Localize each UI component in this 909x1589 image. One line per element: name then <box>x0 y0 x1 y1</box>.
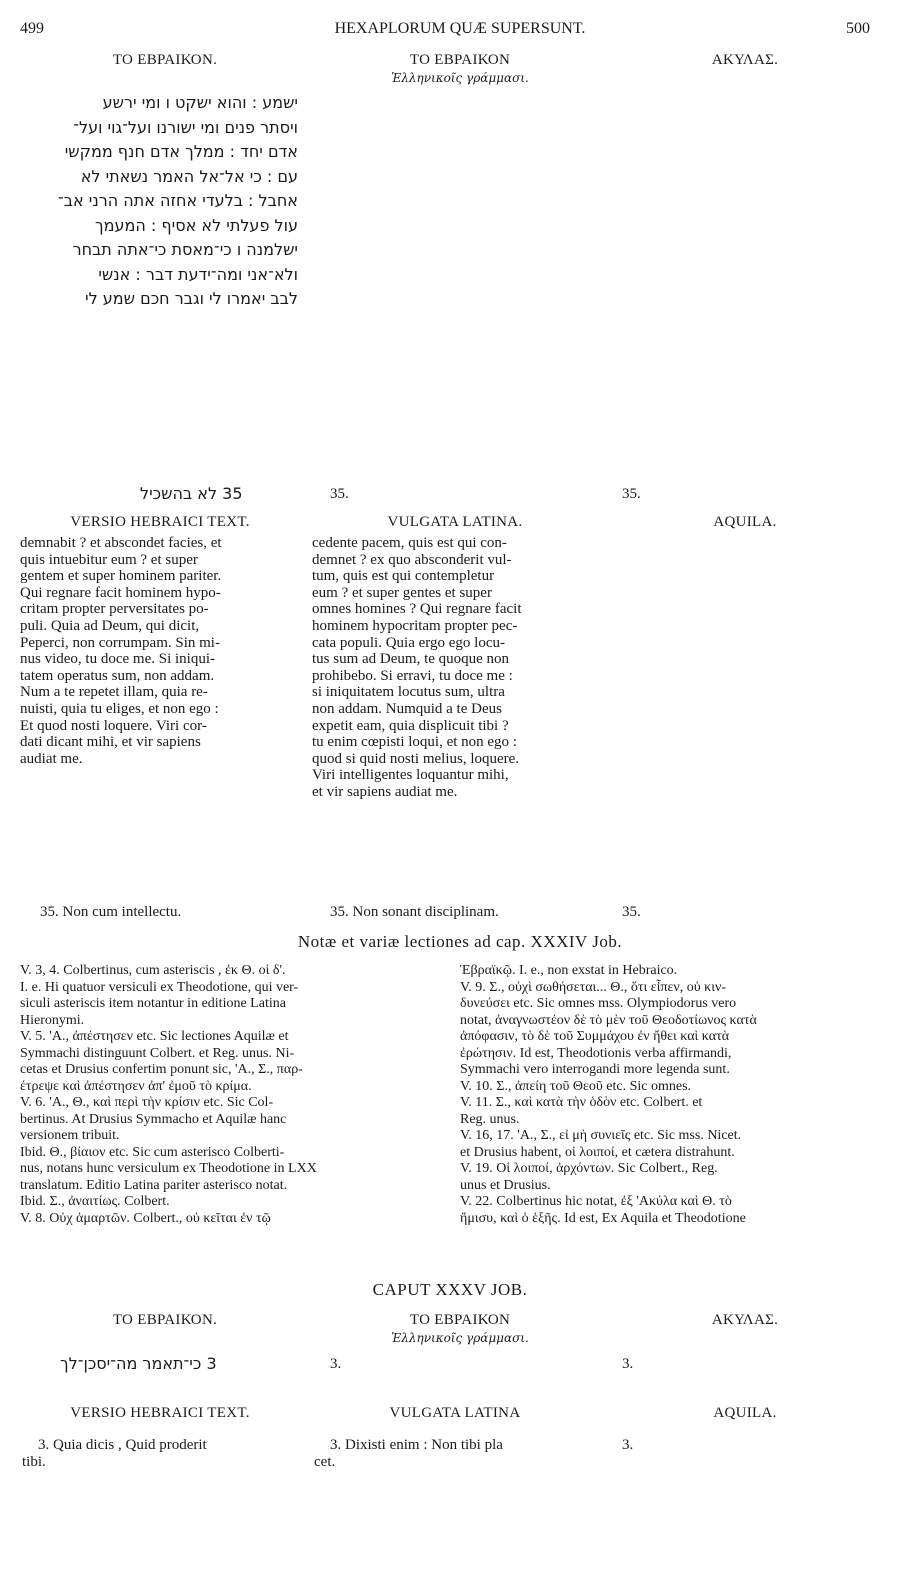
text-line: cet. <box>314 1453 336 1470</box>
hebrew-line: ישלמנה ו כי־מאסת כי־אתה תבחר <box>72 240 298 259</box>
note-line: V. 22. Colbertinus hic notat, ἐξ 'Ακύλα καὶ Θ. τὸ <box>460 1194 732 1209</box>
greek-letters-column-subtitle-2: Ἑλληνικοῖς γράμμασι. <box>391 1331 529 1345</box>
note-line: translatum. Editio Latina pariter asterisco notat. <box>20 1177 288 1193</box>
hebrew-line: לבב יאמרו לי וגבר חכם שמע לי <box>85 289 298 308</box>
hebrew-column-title-2: ΤΟ ΕΒΡΑΙΚΟΝ. <box>112 1312 218 1328</box>
note-line: V. 10. Σ., ἀπείη τοῦ Θεοῦ etc. Sic omnes. <box>460 1078 692 1094</box>
text-line: quis intuebitur eum ? et super <box>20 551 198 568</box>
vulgata-latina-text <box>312 535 597 801</box>
aquila-column-title: ΑΚΥΛΑΣ. <box>711 52 779 68</box>
hebrew-verse-3: 3 כי־תאמר מה־יסכן־לך <box>60 1354 217 1373</box>
text-line: demnabit ? et abscondet facies, et <box>20 535 222 551</box>
hebrew-text-block <box>18 91 298 312</box>
hebrew-line: אדם יחד : ממלך אדם חנף ממקשי <box>64 142 298 161</box>
aquila-column-title-2: ΑΚΥΛΑΣ. <box>711 1312 779 1328</box>
text-line: tum, quis est qui contempletur <box>312 568 495 585</box>
text-line: cedente pacem, quis est qui con- <box>312 535 507 551</box>
text-line: nuisti, quia tu eliges, et non ego : <box>20 700 219 717</box>
verse-35-greek-letters: 35. <box>330 486 349 502</box>
chapter-title: CAPUT XXXV JOB. <box>372 1280 528 1299</box>
text-line: et vir sapiens audiat me. <box>312 783 458 800</box>
text-line: eum ? et super gentes et super <box>312 584 492 601</box>
running-title: HEXAPLORUM QUÆ SUPERSUNT. <box>334 20 586 37</box>
vulgata-column-title-2: VULGATA LATINA <box>389 1405 521 1421</box>
note-line: notat, ἀναγνωστέον δὲ τὸ μὲν τοῦ Θεοδοτίωνος κατὰ <box>460 1012 757 1028</box>
hebrew-column-title: ΤΟ ΕΒΡΑΙΚΟΝ. <box>112 52 218 68</box>
note-line: bertinus. At Drusius Symmacho et Aquilæ hanc <box>20 1111 287 1127</box>
note-line: ἥμισυ, καὶ ὁ ἑξῆς. Id est, Ex Aquila et Theodotione <box>460 1210 746 1226</box>
note-line: unus et Drusius. <box>460 1177 551 1193</box>
note-line: Reg. unus. <box>460 1111 520 1127</box>
text-line: tibi. <box>22 1453 46 1470</box>
text-line: nus video, tu doce me. Si iniqui- <box>20 651 215 668</box>
note-line: et Drusius habent, οἱ λοιποί, et cætera distrahunt. <box>460 1144 735 1160</box>
text-line: quod si quid nosti melius, loquere. <box>312 750 520 767</box>
notes-title: Notæ et variæ lectiones ad cap. XXXIV Job. <box>297 932 623 951</box>
note-line: versionem tribuit. <box>20 1128 120 1143</box>
text-line: si iniquitatem locutus sum, ultra <box>312 684 505 701</box>
hebrew-line: עול פעלתי לא אסיף : המעמך <box>95 215 298 235</box>
note-line: Ἑβραϊκῷ. I. e., non exstat in Hebraico. <box>460 963 678 978</box>
versio-hebraici-text <box>20 535 302 767</box>
text-line: tus sum ad Deum, te quoque non <box>312 651 510 668</box>
text-line: 3. Dixisti enim : Non tibi pla <box>330 1437 503 1453</box>
note-line: V. 6. 'Α., Θ., καὶ περὶ τὴν κρίσιν etc. Sic Col- <box>20 1095 274 1110</box>
versio-verse-3-text <box>22 1437 300 1470</box>
note-line: siculi asteriscis item notantur in editione Latina <box>20 996 286 1011</box>
greek-letters-column-title: ΤΟ ΕΒΡΑΙΚΟΝ <box>409 52 511 68</box>
note-line: Symmachi distinguunt Colbert. et Reg. unus. Ni- <box>20 1045 295 1061</box>
vulgata-verse-35: 35. Non sonant disciplinam. <box>330 904 499 920</box>
note-line: V. 9. Σ., οὐχὶ σωθήσεται... Θ., ὅτι εἶπεν, οὐ κιν- <box>460 979 726 995</box>
note-line: ἐρώτησιν. Id est, Theodotionis verba affirmandi, <box>460 1045 732 1061</box>
notes-right-column <box>460 963 890 1227</box>
text-line: dati dicant mihi, et vir sapiens <box>20 734 201 751</box>
hebrew-line: ויסתר פנים ומי ישורנו ועל־גוי ועל־ <box>73 117 298 137</box>
text-line: Qui regnare facit hominem hypo- <box>20 584 221 601</box>
text-line: tatem operatus sum, non addam. <box>20 667 215 684</box>
greek-letters-verse-3: 3. <box>330 1356 342 1372</box>
vulgata-column-title: VULGATA LATINA. <box>387 514 523 530</box>
page-number-left: 499 <box>20 20 44 37</box>
text-line: puli. Quia ad Deum, qui dicit, <box>20 617 200 634</box>
note-line: V. 16, 17. 'Α., Σ., εἰ μὴ συνιεῖς etc. Sic mss. Nicet. <box>460 1128 742 1143</box>
note-line: V. 8. Οὐχ ἁμαρτῶν. Colbert., οὐ κεῖται ἐν τῷ <box>20 1210 271 1226</box>
note-line: I. e. Hi quatuor versiculi ex Theodotione, qui ver- <box>20 979 299 995</box>
note-line: nus, notans hunc versiculum ex Theodotione in LXX <box>20 1161 317 1176</box>
text-line: omnes homines ? Qui regnare facit <box>312 601 522 618</box>
aquila-verse-3: 3. <box>622 1356 634 1372</box>
note-line: Symmachi vero interrogandi more legenda sunt. <box>460 1062 730 1077</box>
note-line: V. 5. 'Α., ἀπέστησεν etc. Sic lectiones Aquilæ et <box>20 1029 289 1044</box>
versio-column-title-2: VERSIO HEBRAICI TEXT. <box>70 1405 250 1421</box>
text-line: prohibebo. Si erravi, tu doce me : <box>312 667 513 684</box>
versio-verse-35: 35. Non cum intellectu. <box>40 904 182 920</box>
aquila-verse-35: 35. <box>622 904 641 920</box>
text-line: Num a te repetet illam, quia re- <box>20 684 208 701</box>
notes-left-column <box>20 963 450 1227</box>
text-line: tu enim cœpisti loqui, et non ego : <box>312 734 517 751</box>
text-line: Viri intelligentes loquantur mihi, <box>312 767 509 784</box>
vulgata-verse-3-text <box>314 1437 590 1470</box>
verse-35-aquila: 35. <box>622 486 641 502</box>
versio-column-title: VERSIO HEBRAICI TEXT. <box>70 514 250 530</box>
text-line: cata populi. Quia ergo ego locu- <box>312 634 505 651</box>
note-line: V. 11. Σ., καὶ κατὰ τὴν ὁδὸν etc. Colbert. et <box>460 1095 703 1110</box>
note-line: cetas et Drusius confertim ponunt sic, 'Α., Σ., παρ- <box>20 1062 303 1077</box>
text-line: 3. Quia dicis , Quid proderit <box>38 1437 207 1453</box>
note-line: Ibid. Θ., βίαιον etc. Sic cum asterisco Colberti- <box>20 1144 285 1160</box>
text-line: gentem et super hominem pariter. <box>20 568 222 585</box>
hebrew-line: ולא־אני ומה־ידעת דבר : אנשי <box>98 264 298 284</box>
aquila-verse-3-text: 3. <box>622 1437 634 1453</box>
note-line: V. 3, 4. Colbertinus, cum asteriscis , ἐκ Θ. οἱ δ'. <box>20 963 286 978</box>
note-line: έτρεψε καὶ ἀπέστησεν ἀπ' ἐμοῦ τὸ κρίμα. <box>20 1078 252 1094</box>
greek-letters-column-subtitle: Ἑλληνικοῖς γράμμασι. <box>391 71 529 85</box>
hebrew-line: עם : כי אל־אל האמר נשאתי לא <box>80 166 298 186</box>
page-number-right: 500 <box>846 20 870 37</box>
note-line: δυνεύσει etc. Sic omnes mss. Olympiodorus vero <box>460 996 737 1011</box>
text-line: Peperci, non corrumpam. Sin mi- <box>20 634 220 651</box>
note-line: ἀπόφασιν, τὸ δὲ τοῦ Συμμάχου ἐν ἤθει καὶ κατὰ <box>460 1029 730 1044</box>
text-line: expetit eam, quia displicuit tibi ? <box>312 717 509 734</box>
text-line: Et quod nosti loquere. Viri cor- <box>20 717 207 734</box>
note-line: Ibid. Σ., ἀναιτίως. Colbert. <box>20 1194 170 1209</box>
text-line: audiat me. <box>20 750 83 767</box>
note-line: V. 19. Οἱ λοιποί, ἀρχόντων. Sic Colbert., Reg. <box>460 1161 718 1176</box>
text-line: non addam. Numquid a te Deus <box>312 700 502 717</box>
greek-letters-column-title-2: ΤΟ ΕΒΡΑΙΚΟΝ <box>409 1312 511 1328</box>
aquila-lower-column-title: AQUILA. <box>713 514 777 530</box>
note-line: Hieronymi. <box>20 1012 85 1028</box>
hebrew-line: ישמע : והוא ישקט ו ומי ירשע <box>102 93 298 112</box>
verse-35-hebrew: 35 לא בהשכיל <box>140 484 243 503</box>
aquila-lower-column-title-2: AQUILA. <box>713 1405 777 1421</box>
text-line: demnet ? ex quo absconderit vul- <box>312 551 512 568</box>
text-line: hominem hypocritam propter pec- <box>312 617 518 634</box>
hebrew-line: אחבל : בלעדי אחזה אתה הרני אב־ <box>57 191 298 210</box>
text-line: critam propter perversitates po- <box>20 601 209 618</box>
